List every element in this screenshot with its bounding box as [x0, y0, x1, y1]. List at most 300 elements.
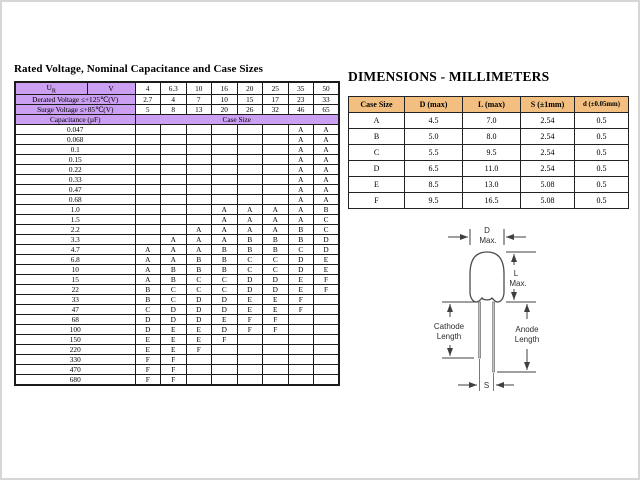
case-size-cell: B [288, 235, 314, 245]
capacitance-row [15, 205, 339, 215]
capacitance-row [15, 285, 339, 295]
case-size-cell [186, 185, 212, 195]
dim-row [349, 177, 629, 193]
case-size-cell [263, 135, 289, 145]
case-size-cell: B [288, 225, 314, 235]
case-size-cell: E [161, 325, 187, 335]
case-size-cell [212, 365, 238, 375]
dim-value-cell: 9.5 [405, 193, 463, 209]
voltage-header-cell: 50 [314, 82, 340, 95]
case-size-cell [161, 205, 187, 215]
case-size-cell: F [263, 325, 289, 335]
case-size-cell: B [212, 265, 238, 275]
surge-voltage-cell: 32 [263, 105, 289, 115]
case-size-cell: F [212, 335, 238, 345]
case-size-cell: D [161, 305, 187, 315]
capacitance-value-cell: 0.33 [15, 175, 135, 185]
case-size-cell [212, 165, 238, 175]
dim-value-cell: 2.54 [521, 161, 575, 177]
derated-voltage-cell: 10 [212, 95, 238, 105]
case-size-cell [314, 295, 340, 305]
surge-voltage-cell: 20 [212, 105, 238, 115]
case-size-cell [288, 355, 314, 365]
case-size-cell: E [212, 315, 238, 325]
case-size-cell: A [314, 125, 340, 135]
case-size-cell: F [135, 375, 161, 386]
capacitance-row [15, 345, 339, 355]
case-size-cell: D [135, 315, 161, 325]
anode-length-label2: Length [514, 335, 540, 344]
case-size-cell: F [135, 355, 161, 365]
case-size-cell [161, 165, 187, 175]
case-size-cell [263, 125, 289, 135]
derated-voltage-cell: 7 [186, 95, 212, 105]
derated-voltage-cell: 2.7 [135, 95, 161, 105]
case-size-cell: C [161, 285, 187, 295]
capacitance-row [15, 225, 339, 235]
dim-row [349, 193, 629, 209]
case-size-cell: E [237, 295, 263, 305]
surge-voltage-cell: 5 [135, 105, 161, 115]
dim-value-cell: 2.54 [521, 145, 575, 161]
dim-value-cell: 2.54 [521, 113, 575, 129]
capacitance-row [15, 155, 339, 165]
case-size-cell: A [314, 185, 340, 195]
case-size-cell [135, 205, 161, 215]
dim-header-cell: Case Size [349, 97, 405, 113]
case-size-cell: B [263, 235, 289, 245]
case-size-cell [161, 175, 187, 185]
case-size-cell [212, 155, 238, 165]
case-size-cell [186, 375, 212, 386]
d-max-label2: Max. [479, 236, 497, 245]
capacitance-row [15, 175, 339, 185]
case-size-cell: F [237, 325, 263, 335]
case-size-cell [237, 145, 263, 155]
case-size-cell: E [186, 325, 212, 335]
case-size-cell [237, 175, 263, 185]
l-max-label2: Max. [509, 279, 527, 288]
case-size-cell: D [237, 285, 263, 295]
case-size-cell [186, 125, 212, 135]
case-size-cell [314, 345, 340, 355]
case-size-cell: A [263, 215, 289, 225]
case-size-cell [288, 335, 314, 345]
case-size-cell: B [263, 245, 289, 255]
dim-value-cell: 5.08 [521, 177, 575, 193]
dim-value-cell: 5.5 [405, 145, 463, 161]
case-size-cell [135, 175, 161, 185]
capacitance-row [15, 235, 339, 245]
case-size-cell: F [314, 285, 340, 295]
dim-case-cell: C [349, 145, 405, 161]
case-size-cell: B [237, 235, 263, 245]
case-size-cell [288, 345, 314, 355]
ur-header-cell: $U_R$ [15, 82, 87, 95]
case-size-cell [135, 185, 161, 195]
capacitance-row [15, 245, 339, 255]
case-size-cell: E [288, 275, 314, 285]
anode-lead [493, 302, 495, 372]
case-size-cell: A [314, 195, 340, 205]
case-size-cell [186, 165, 212, 175]
case-size-cell: A [212, 215, 238, 225]
capacitance-header-cell: Capacitance (µF) [15, 115, 135, 125]
surge-voltage-cell: 65 [314, 105, 340, 115]
case-size-cell: B [212, 245, 238, 255]
case-size-cell: D [186, 315, 212, 325]
capacitance-row [15, 215, 339, 225]
case-size-cell: A [135, 255, 161, 265]
case-size-cell: D [314, 235, 340, 245]
case-size-cell [237, 335, 263, 345]
case-size-cell [186, 195, 212, 205]
case-size-cell [237, 365, 263, 375]
capacitance-value-cell: 0.22 [15, 165, 135, 175]
surge-voltage-cell: 13 [186, 105, 212, 115]
case-size-cell [263, 195, 289, 205]
case-size-cell: F [161, 375, 187, 386]
dim-row [349, 145, 629, 161]
case-size-cell [161, 215, 187, 225]
case-size-cell [212, 355, 238, 365]
case-size-cell [212, 125, 238, 135]
case-size-cell: D [263, 275, 289, 285]
case-size-cell: D [161, 315, 187, 325]
capacitance-value-cell: 10 [15, 265, 135, 275]
capacitance-row [15, 315, 339, 325]
dim-case-cell: E [349, 177, 405, 193]
case-size-cell [135, 155, 161, 165]
case-size-cell [314, 355, 340, 365]
capacitance-value-cell: 0.068 [15, 135, 135, 145]
case-size-cell: E [237, 305, 263, 315]
dimensions-title: DIMENSIONS - MILLIMETERS [348, 69, 550, 84]
capacitance-value-cell: 4.7 [15, 245, 135, 255]
case-size-cell: A [212, 225, 238, 235]
case-size-cell [161, 225, 187, 235]
dim-value-cell: 9.5 [463, 145, 521, 161]
capacitance-value-cell: 33 [15, 295, 135, 305]
case-size-cell [161, 155, 187, 165]
case-size-cell: F [161, 365, 187, 375]
cathode-length-label: Cathode [433, 322, 465, 331]
s-label: S [483, 381, 490, 390]
dim-value-cell: 8.0 [463, 129, 521, 145]
case-size-cell [135, 125, 161, 135]
case-size-cell: F [288, 295, 314, 305]
case-size-cell: F [237, 315, 263, 325]
case-size-cell: B [161, 275, 187, 285]
dim-value-cell: 0.5 [575, 129, 629, 145]
case-size-cell [263, 175, 289, 185]
case-size-cell [237, 195, 263, 205]
case-size-cell [135, 195, 161, 205]
capacitance-value-cell: 100 [15, 325, 135, 335]
case-size-cell [212, 195, 238, 205]
derated-voltage-cell: 23 [288, 95, 314, 105]
capacitance-value-cell: 1.5 [15, 215, 135, 225]
voltage-header-cell: 16 [212, 82, 238, 95]
case-size-cell: D [288, 265, 314, 275]
dim-case-cell: B [349, 129, 405, 145]
case-size-cell [161, 185, 187, 195]
cathode-lead [479, 302, 481, 358]
capacitance-value-cell: 2.2 [15, 225, 135, 235]
case-size-cell [263, 375, 289, 386]
case-size-cell: C [212, 275, 238, 285]
case-size-cell: F [288, 305, 314, 315]
case-size-cell: A [135, 245, 161, 255]
capacitance-value-cell: 0.47 [15, 185, 135, 195]
case-size-cell [237, 165, 263, 175]
voltage-header-cell: 4 [135, 82, 161, 95]
case-size-cell: F [161, 355, 187, 365]
dim-value-cell: 5.0 [405, 129, 463, 145]
capacitance-value-cell: 0.68 [15, 195, 135, 205]
case-size-cell: F [263, 315, 289, 325]
surge-voltage-label: Surge Voltage ≤+85℃(V) [15, 105, 135, 115]
case-size-cell: D [314, 245, 340, 255]
capacitance-value-cell: 15 [15, 275, 135, 285]
case-size-cell: C [314, 215, 340, 225]
capacitance-row [15, 255, 339, 265]
derated-voltage-cell: 17 [263, 95, 289, 105]
case-size-cell [135, 165, 161, 175]
case-size-cell [186, 155, 212, 165]
case-size-cell [288, 315, 314, 325]
case-size-cell [212, 185, 238, 195]
dim-value-cell: 16.5 [463, 193, 521, 209]
case-size-cell: A [288, 175, 314, 185]
case-size-cell [135, 225, 161, 235]
capacitance-row [15, 295, 339, 305]
case-size-cell [212, 345, 238, 355]
case-size-cell: A [288, 125, 314, 135]
left-table-title: Rated Voltage, Nominal Capacitance and Case Sizes [14, 63, 264, 75]
dim-value-cell: 4.5 [405, 113, 463, 129]
case-size-cell [263, 145, 289, 155]
case-size-cell [263, 335, 289, 345]
case-size-cell [237, 355, 263, 365]
capacitance-value-cell: 0.15 [15, 155, 135, 165]
case-size-cell: D [212, 325, 238, 335]
voltage-header-cell: 35 [288, 82, 314, 95]
case-size-cell: D [135, 325, 161, 335]
case-size-cell [186, 175, 212, 185]
capacitance-row [15, 145, 339, 155]
capacitance-value-cell: 0.1 [15, 145, 135, 155]
dim-value-cell: 0.5 [575, 161, 629, 177]
capacitance-value-cell: 150 [15, 335, 135, 345]
capacitance-row [15, 305, 339, 315]
capacitance-value-cell: 330 [15, 355, 135, 365]
v-header-cell: V [87, 82, 135, 95]
case-size-cell: B [186, 265, 212, 275]
case-size-cell: A [135, 265, 161, 275]
derated-voltage-row [15, 95, 339, 105]
capacitance-row [15, 325, 339, 335]
case-size-cell: F [186, 345, 212, 355]
d-max-label: D [484, 226, 490, 235]
case-size-cell: E [314, 265, 340, 275]
case-size-cell [212, 135, 238, 145]
case-size-cell: A [135, 275, 161, 285]
dim-header-cell: d (±0.05mm) [575, 97, 629, 113]
case-size-cell: D [186, 295, 212, 305]
case-size-cell: E [135, 335, 161, 345]
case-size-cell: A [314, 155, 340, 165]
case-size-cell: B [135, 295, 161, 305]
voltage-header-cell: 25 [263, 82, 289, 95]
voltage-header-cell: 10 [186, 82, 212, 95]
case-size-cell [288, 325, 314, 335]
dim-case-cell: F [349, 193, 405, 209]
capacitance-row [15, 125, 339, 135]
case-size-cell [161, 125, 187, 135]
capacitance-row [15, 185, 339, 195]
case-size-header-cell: Case Size [135, 115, 339, 125]
case-size-cell: E [161, 345, 187, 355]
dim-value-cell: 0.5 [575, 113, 629, 129]
case-size-cell: A [314, 135, 340, 145]
cathode-length-label2: Length [436, 332, 462, 341]
case-size-cell: E [186, 335, 212, 345]
case-size-cell: B [314, 205, 340, 215]
voltage-header-cell: 6.3 [161, 82, 187, 95]
case-size-cell: A [237, 205, 263, 215]
case-size-cell: A [314, 145, 340, 155]
case-size-cell: D [237, 275, 263, 285]
voltage-header-cell: 20 [237, 82, 263, 95]
dim-value-cell: 0.5 [575, 177, 629, 193]
derated-voltage-cell: 33 [314, 95, 340, 105]
case-size-cell: A [314, 175, 340, 185]
case-size-cell [263, 185, 289, 195]
case-size-cell [237, 125, 263, 135]
case-size-cell [263, 155, 289, 165]
case-size-cell [186, 365, 212, 375]
capacitance-case-size-table [14, 81, 340, 386]
case-size-cell: A [288, 215, 314, 225]
dim-value-cell: 5.08 [521, 193, 575, 209]
case-size-cell: B [161, 265, 187, 275]
case-size-cell [186, 145, 212, 155]
case-size-cell: A [161, 235, 187, 245]
dim-header-cell: S (±1mm) [521, 97, 575, 113]
anode-length-label: Anode [515, 325, 539, 334]
dim-header-row [349, 97, 629, 113]
dim-row [349, 161, 629, 177]
capacitance-row [15, 275, 339, 285]
case-size-cell: C [314, 225, 340, 235]
case-size-cell: C [212, 285, 238, 295]
capacitance-value-cell: 3.3 [15, 235, 135, 245]
capacitance-value-cell: 220 [15, 345, 135, 355]
case-size-cell [135, 135, 161, 145]
capacitor-body [470, 252, 504, 372]
case-size-cell: A [288, 155, 314, 165]
case-size-cell: A [186, 225, 212, 235]
case-size-header-row [15, 115, 339, 125]
capacitance-row [15, 365, 339, 375]
derated-voltage-label: Derated Voltage ≤+125℃(V) [15, 95, 135, 105]
case-size-cell: E [161, 335, 187, 345]
case-size-cell [263, 165, 289, 175]
case-size-cell [314, 365, 340, 375]
dim-value-cell: 2.54 [521, 129, 575, 145]
case-size-cell: D [212, 295, 238, 305]
case-size-cell [135, 145, 161, 155]
case-size-cell: C [237, 265, 263, 275]
dim-value-cell: 11.0 [463, 161, 521, 177]
case-size-cell: C [135, 305, 161, 315]
case-size-cell [288, 365, 314, 375]
dim-case-cell: D [349, 161, 405, 177]
dim-header-cell: L (max) [463, 97, 521, 113]
capacitance-row [15, 375, 339, 386]
dim-value-cell: 0.5 [575, 193, 629, 209]
case-size-cell: B [186, 255, 212, 265]
case-size-cell [161, 145, 187, 155]
case-size-cell [314, 315, 340, 325]
capacitance-value-cell: 47 [15, 305, 135, 315]
case-size-cell [161, 135, 187, 145]
case-size-cell: E [263, 295, 289, 305]
case-size-cell: D [212, 305, 238, 315]
case-size-cell: E [135, 345, 161, 355]
case-size-cell: A [237, 215, 263, 225]
dim-row [349, 129, 629, 145]
case-size-cell [314, 325, 340, 335]
dim-header-cell: D (max) [405, 97, 463, 113]
case-size-cell: E [314, 255, 340, 265]
capacitance-value-cell: 6.8 [15, 255, 135, 265]
case-size-cell [263, 365, 289, 375]
case-size-cell: D [288, 255, 314, 265]
case-size-cell: C [161, 295, 187, 305]
case-size-cell [237, 185, 263, 195]
dim-value-cell: 6.5 [405, 161, 463, 177]
surge-voltage-cell: 8 [161, 105, 187, 115]
capacitance-value-cell: 680 [15, 375, 135, 386]
dim-value-cell: 0.5 [575, 145, 629, 161]
case-size-cell: A [212, 235, 238, 245]
surge-voltage-cell: 46 [288, 105, 314, 115]
case-size-cell: C [237, 255, 263, 265]
case-size-cell: E [263, 305, 289, 315]
case-size-cell: A [237, 225, 263, 235]
case-size-cell: B [212, 255, 238, 265]
case-size-cell: C [263, 265, 289, 275]
case-size-cell [135, 215, 161, 225]
case-size-cell: A [263, 225, 289, 235]
capacitance-row [15, 265, 339, 275]
case-size-cell: B [135, 285, 161, 295]
case-size-cell: A [161, 255, 187, 265]
capacitor-dimension-diagram [400, 218, 620, 408]
case-size-cell [212, 375, 238, 386]
case-size-cell [237, 155, 263, 165]
case-size-cell [314, 305, 340, 315]
case-size-cell: B [237, 245, 263, 255]
dim-value-cell: 7.0 [463, 113, 521, 129]
surge-voltage-row [15, 105, 339, 115]
case-size-cell: D [186, 305, 212, 315]
case-size-cell [161, 195, 187, 205]
case-size-cell: A [288, 205, 314, 215]
dimensions-table [348, 96, 629, 209]
